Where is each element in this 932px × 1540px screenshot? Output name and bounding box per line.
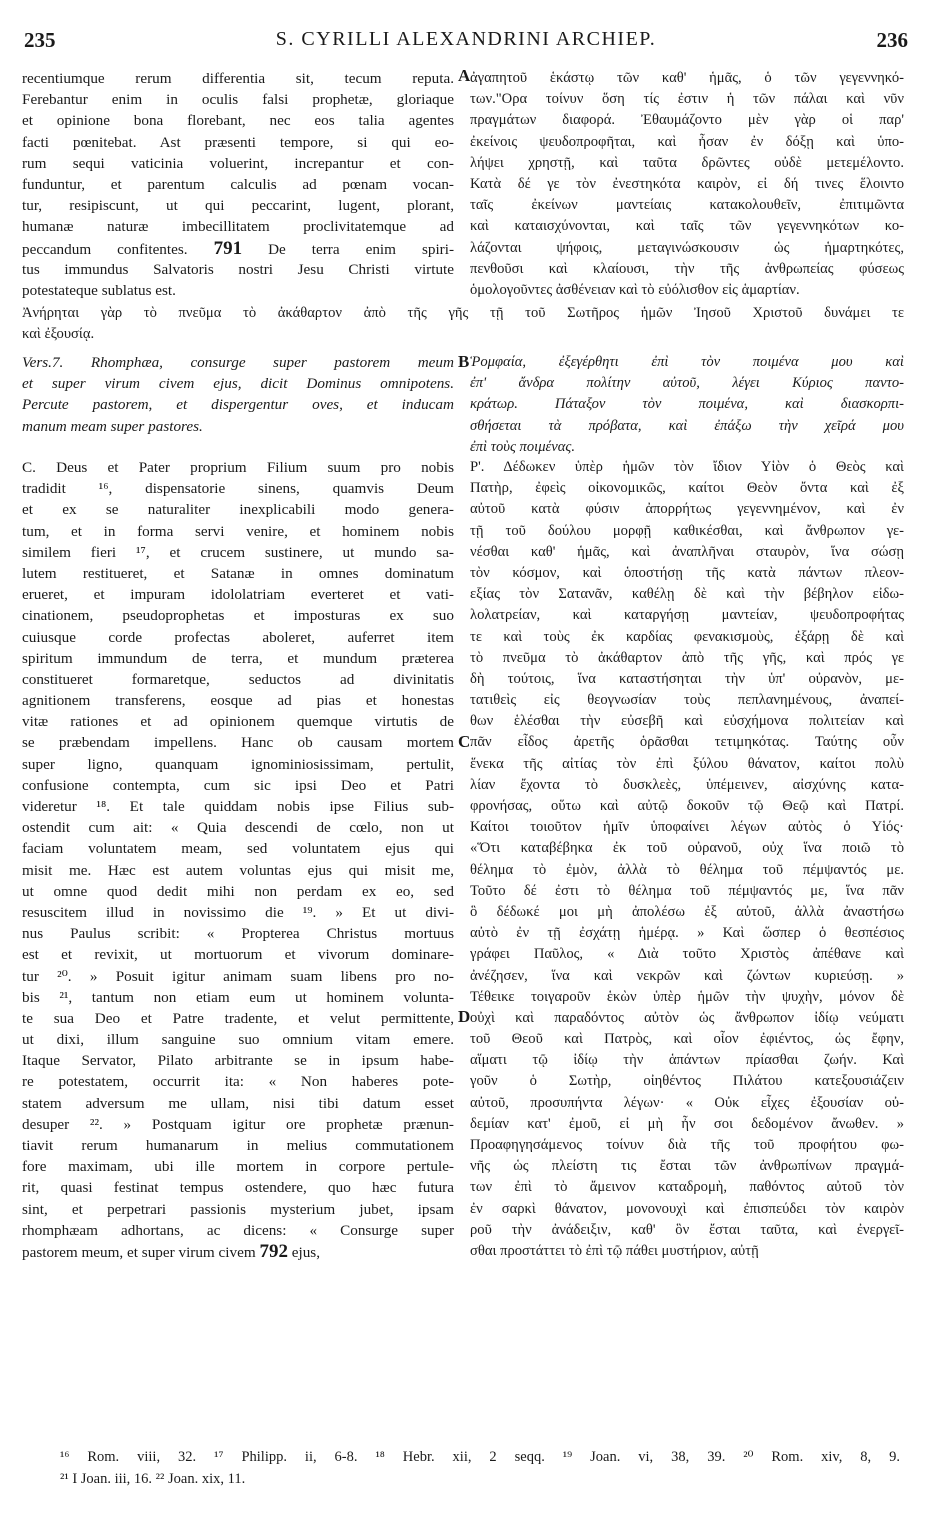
latin-column-section1: [22, 68, 454, 301]
text-line: vitæ rationes et ad opinionem quemque virtutis de: [22, 713, 454, 731]
text-line: καὶ ἐξουσίᾳ.: [22, 326, 95, 343]
text-line: Κατὰ δέ γε τὸν ἐνεστηκότα καιρὸν, εἰ δή τινες ἕλοιντο: [470, 175, 904, 192]
text-line: πενθοῦσι καὶ κλαίουσι, τὴν τῆς ἀνθρωπείας φύσεως: [470, 260, 904, 277]
text-line: αὐτοῦ, προσυπήντα λέγων· « Οὐκ εἶχες ἐξουσίαν οὐ-: [470, 1094, 904, 1111]
text-line: lutem restitueret, et Satanæ in omnes dominatum: [22, 564, 454, 582]
text-line: tum, et in forma servi venire, et hominem nobis: [22, 522, 454, 540]
text-line: desuper ²². » Postquam igitur ore prophetæ prænun-: [22, 1115, 454, 1133]
text-line: των ἐπὶ τὸ ἄμεινον καταδρομὴ, παθόντος αὐτοῦ τὸν: [470, 1179, 904, 1196]
greek-full-width: [22, 303, 904, 345]
text-line: et opinione bona florebant, nec eos talia agentes: [22, 112, 454, 130]
text-line: αἵματι τῷ ἰδίῳ τὴν ἁπάντων πρίασθαι ζωήν. Καὶ: [470, 1052, 904, 1069]
text-line: ἕνεκα τῆς αἰτίας τὸν ἐπὶ ξύλου θάνατον, καίτοι πολὺ: [470, 755, 904, 772]
margin-marker-d: D: [458, 1007, 471, 1026]
text-line: νῆς ὡς πλείστη τις ἔσται τῶν ἀνθρωπίνων πραγμά-: [470, 1158, 904, 1175]
text-line: αὐτοῦ κατὰ φύσιν ἀπορρήτως γεγεννημένον, καὶ ἐν: [470, 501, 904, 518]
text-line: τὸν κόσμον, καὶ ὁποστήσῃ τῆς κατὰ πάντων πλεον-: [470, 564, 904, 581]
text-line: constitueret formaretque, seductos ad divinitatis: [22, 670, 454, 688]
text-line: rit, quasi festinat tempus ostendere, quo hæc futura: [22, 1179, 454, 1197]
text-line: των."Ορα τοίνυν ὅση τίς ἐστιν ἡ τῶν πάλαι καὶ νῦν: [470, 91, 904, 108]
text-line: λήψει χρηστῇ, καὶ ταῦτα δρῶντες οὐδὲ μετεμέλοντο.: [470, 154, 904, 171]
text-line: ἐπὶ τοὺς ποιμένας.: [470, 438, 575, 455]
column-number: 792: [259, 1240, 288, 1262]
text-line: recentiumque rerum differentia sit, tecum reputa.: [22, 70, 454, 87]
text-line: super ligno, quanquam ignominiosissimam, pertulit,: [22, 755, 454, 773]
text-line: statem adversum me ullam, nisi tibi datum esset: [22, 1094, 454, 1112]
text-line: tradidit ¹⁶, dispensatorie sinens, quamvis Deum: [22, 480, 454, 498]
latin-column-section3: [22, 457, 454, 1262]
text-line: Ferebantur enim in oculis falsi prophetæ, gloriaque: [22, 91, 454, 109]
text-line: re potestatem, occurrit ita: « Non haberes pote-: [22, 1073, 454, 1091]
text-line: δὴ τούτοις, ἵνα καταστήσηται τὴν ὑπ' οὐρανὸν, με-: [470, 670, 904, 687]
text-line: Itaque Servator, Pilato arbitrante se in ipsum habe-: [22, 1052, 454, 1070]
running-title: S. CYRILLI ALEXANDRINI ARCHIEP.: [275, 28, 657, 50]
text-line: agnitionem transferens, eosque ad pias et honestas: [22, 692, 454, 710]
text-line: sint, et perpetrari passionis mysterium jubet, ipsam: [22, 1200, 454, 1218]
text-line: videretur ¹⁸. Et tale quiddam nobis ipse Filius sub-: [22, 798, 454, 815]
text-line: spiritum immundum de terra, et mundum præterea: [22, 649, 454, 667]
text-line: Τοῦτο δέ ἐστι τὸ θέλημα τοῦ πέμψαντός με, ἵνα πᾶν: [470, 882, 904, 899]
text-line: «Ὅτι καταβέβηκα ἐκ τοῦ οὐρανοῦ, οὐχ ἵνα ποιῶ τὸ: [470, 840, 904, 857]
text-line: ut dixi, illum sanguine suo omnium vitam emere.: [22, 1031, 454, 1049]
page-number-left: 235: [24, 28, 56, 52]
text-line: λάζονται ψήφοις, μεταγινώσκουσιν ὡς ἡμαρτηκότες,: [470, 239, 904, 256]
greek-column-section3: [470, 457, 904, 1262]
text-line: τῇ τοῦ δούλου μορφῇ καθικέσθαι, καὶ ἄνθρωπον γε-: [470, 522, 904, 539]
text-line: te sua Deo et Patre tradente, et velut permittente,: [22, 1009, 454, 1027]
text-line: rhomphæam adhortans, ac dicens: « Consurge super: [22, 1221, 454, 1239]
text-line: πᾶν εἶδος ἀρετῆς ὁρᾶσθαι τετιμηκότας. Ταύτης οὖν: [470, 734, 904, 751]
text-line: θων ἑλέσθαι τὴν εὐσεβῆ καὶ εὐσχήμονα πολιτείαν καὶ: [470, 713, 904, 730]
text-line: ὁμολογοῦντες ἀσθένειαν καὶ τὸ εὐόλισθον εἰς ἁμαρτίαν.: [470, 281, 800, 298]
text-line: λίαν ἔχοντα τὸ δυσκλεὲς, ὑπέμεινεν, αἰσχύνης κατα-: [470, 776, 904, 793]
text-line: bis ²¹, tantum non etiam eum ut hominem volunta-: [22, 988, 454, 1006]
text-line: εξίας τὸν Σατανᾶν, καθέλῃ δὲ καὶ τὴν βέβηλον εἰδω-: [470, 586, 904, 603]
text-line: ταῖς ἐκείνων μαντείαις κατακολουθεῖν, ἐπιτιμῶντα: [470, 197, 904, 214]
text-line: αὐτὸ ἐν τῇ ἐσχάτῃ ἡμέρᾳ. » Καὶ ὥσπερ ὁ θεσπέσιος: [470, 925, 904, 942]
page-header: [18, 28, 914, 58]
text-line: similem fieri ¹⁷, et crucem sustinere, ut mundo sa-: [22, 543, 454, 561]
text-line: Καίτοι τοιοῦτον ἡμῖν ὑποφαίνει λέγων αὐτὸς ὁ Υἱός·: [470, 819, 904, 836]
footnote-line: ¹⁶ Rom. viii, 32. ¹⁷ Philipp. ii, 6-8. ¹⁸ Hebr. xii, 2 seqq. ¹⁹ Joan. vi, 38, 39. ²⁰ Rom. xiv, 8, 9.: [60, 1449, 900, 1465]
text-line: Πατὴρ, ἐφεὶς οἰκονομικῶς, καίτοι Θεὸν ὄντα καὶ ἐξ: [470, 480, 904, 497]
text-line: manum meam super pastores.: [22, 417, 203, 435]
text-line: se præbendam impellens. Hanc ob causam mortem: [22, 734, 454, 752]
text-line: tur, resipiscunt, ut qui peccarint, lugent, plorant,: [22, 197, 454, 215]
text-line: tiavit rerum humanarum in melius commutationem: [22, 1137, 454, 1154]
text-line: fore maximam, ubi ille mortem in corpore pertule-: [22, 1158, 454, 1176]
text-line: ἀγαπητοῦ ἑκάστῳ τῶν καθ' ἡμᾶς, ὁ τῶν γεγεννηκό-: [470, 70, 904, 86]
text-line: Ῥομφαία, ἐξεγέρθητι ἐπὶ τὸν ποιμένα μου καὶ: [470, 354, 904, 370]
text-line: δεμίαν κατ' ἐμοῦ, εἰ μὴ ἦν σοι δεδομένον ἄνωθεν. »: [470, 1115, 904, 1132]
text-line: νέσθαι καθ' ἡμᾶς, καὶ ἀναπλῆναι σταυρὸν, ἵνα σώσῃ: [470, 543, 904, 560]
text-line: τατιθεὶς εἰς θεογνωσίαν τοὺς πεπλανημένους, ἀναπεί-: [470, 692, 904, 709]
text-line: σθαι προστάττει τὸ ἐπὶ τῷ πάθει μυστήριον, αὐτῇ: [470, 1242, 759, 1259]
text-line: rum sequi vaticinia voluerint, increpantur et con-: [22, 154, 454, 172]
text-line: θέλημα τὸ ἐμὸν, ἀλλὰ τὸ θέλημα τοῦ πέμψαντός με.: [470, 861, 904, 878]
text-line: ἀνέζησεν, ἵνα καὶ νεκρῶν καὶ ζώντων κυριεύσῃ. »: [470, 967, 904, 984]
latin-column-section2: [22, 352, 454, 437]
text-line: κράτωρ. Πάταξον τὸν ποιμένα, καὶ διασκορπι-: [470, 396, 904, 413]
text-line: facti pœnitebat. Ast præsenti tempore, si qui eo-: [22, 133, 454, 151]
text-line: cinationem, pseudoprophetas et imposturas ex suo: [22, 607, 454, 625]
text-line: funduntur, et parentum calculis ad pœnam vocan-: [22, 175, 454, 193]
text-line: cuiusque corde profectas aboleret, auferret item: [22, 628, 454, 646]
text-line: Percute pastorem, et dispergentur oves, et inducam: [22, 396, 454, 414]
text-line: ἐν σαρκὶ θάνατον, μονονουχὶ καὶ ἐπισπεύδει τὸν καιρὸν: [470, 1200, 904, 1217]
text-line: πραγμάτων διαφορά. Ἐθαυμάζοντο μὲν γὰρ οἱ παρ': [470, 112, 904, 129]
text-line: est et revixit, ut mortuorum et vivorum dominare-: [22, 946, 454, 964]
greek-column-section2: [470, 352, 904, 458]
text-line: οὐχὶ καὶ παραδόντος αὐτὸν ὡς ἄνθρωπον ἰδίῳ νεύματι: [470, 1009, 904, 1026]
column-number: 791: [213, 237, 243, 259]
text-line: σθήσεται τὰ πρόβατα, καὶ ἐπάξω τὴν χεῖρά μου: [470, 417, 904, 434]
text-line: Ἀνήρηται γὰρ τὸ πνεῦμα τὸ ἀκάθαρτον ἀπὸ τῆς γῆς τῇ τοῦ Σωτῆρος ἡμῶν Ἰησοῦ Χριστοῦ δυνάμει τε: [22, 305, 904, 321]
text-line: ὃ δέδωκέ μοι μὴ ἀπολέσω ἐξ αὐτοῦ, ἀλλὰ ἀναστήσω: [470, 903, 904, 920]
text-line: ροῦ τὴν ἀνάδειξιν, καθ' ὃν ἔσται ταῦτα, καὶ ἐνεργεῖ-: [470, 1221, 904, 1238]
text-line: καὶ καταισχύνονται, καὶ ταῖς τῶν γεγεννηκότων κο-: [470, 218, 904, 235]
text-line: ἐκείνοις ψευδοπροφῆται, καὶ ἦσαν ἐν δόξῃ καὶ ὑπο-: [470, 133, 904, 150]
text-line: λολατρείαν, καὶ καταργήσῃ μαντείαν, ψευδοπροφήτας: [470, 607, 904, 624]
footnotes: [60, 1446, 900, 1490]
text-line: ἐπ' ἄνδρα πολίτην αὐτοῦ, λέγει Κύριος παντο-: [470, 375, 904, 392]
greek-column-section1: [470, 68, 904, 301]
footnote-line: ²¹ I Joan. iii, 16. ²² Joan. xix, 11.: [60, 1471, 246, 1487]
text-line: resuscitem illud in novissimo die ¹⁹. » Et ut divi-: [22, 903, 454, 921]
text-line: Προαφηγησάμενος τοίνυν διὰ τῆς τοῦ προφήτου φω-: [470, 1137, 904, 1153]
text-line: pastorem meum, et super virum civem 792 ejus,: [22, 1240, 321, 1262]
text-line: tur ²⁰. » Posuit igitur animam suam libens pro no-: [22, 967, 454, 985]
text-line: et super virum civem ejus, dicit Dominus omnipotens.: [22, 375, 454, 393]
text-line: et ex se naturaliter inexplicabili modo genera-: [22, 501, 454, 519]
margin-marker-b: B: [458, 352, 470, 371]
text-line: τε καὶ τοὺς ἐκ καρδίας φενακισμοὺς, ἐξάρῃ δὲ καὶ: [470, 628, 904, 645]
text-line: φρονήσας, οὕτω καὶ αὐτῷ δοκοῦν τῷ Θεῷ καὶ Πατρί.: [470, 798, 904, 814]
text-line: γράφει Παῦλος, « Διὰ τοῦτο Χριστὸς ἀπέθανε καὶ: [470, 946, 904, 963]
text-line: humanæ naturæ imbecillitatem proclivitatemque ad: [22, 218, 454, 236]
text-line: Ρ'. Δέδωκεν ὑπὲρ ἡμῶν τὸν ἴδιον Υἱὸν ὁ Θεὸς καὶ: [470, 459, 904, 475]
text-line: Τέθεικε τοιγαροῦν ἑκὼν ὑπὲρ ἡμῶν τὴν ψυχὴν, μόνον δὲ: [470, 988, 904, 1005]
page-number-right: 236: [876, 28, 908, 52]
text-line: nus Paulus scribit: « Propterea Christus mortuus: [22, 925, 454, 943]
text-line: τοῦ Θεοῦ καὶ Πατρὸς, καὶ οἷον ἐφιέντος, ὡς ἔφην,: [470, 1031, 904, 1048]
text-line: misit me. Hæc est autem voluntas ejus qui misit me,: [22, 861, 454, 879]
text-line: tus immundus Salvatoris nostri Jesu Christi virtute: [22, 260, 454, 278]
text-line: confusione contempta, cum sic ipsi Deo et Patri: [22, 776, 454, 794]
text-line: τὸ πνεῦμα τὸ ἀκάθαρτον ἀπὸ τῆς γῆς, καὶ πρός γε: [470, 649, 904, 666]
margin-marker-a: A: [458, 66, 471, 85]
text-line: erueret, et impuram idololatriam everteret et vati-: [22, 586, 454, 604]
text-line: γοῦν ὁ Σωτὴρ, οἰηθέντος Πιλάτου κατεξουσιάζειν: [470, 1073, 904, 1090]
text-line: potestateque sublatus est.: [22, 281, 176, 299]
text-line: C. Deus et Pater proprium Filium suum pro nobis: [22, 459, 454, 476]
text-line: ostendit cum ait: « Quia descendi de cœlo, non ut: [22, 819, 454, 837]
text-line: Vers.7. Rhomphæa, consurge super pastorem meum: [22, 354, 454, 371]
text-line: ut omne quod dedit mihi non perdam ex eo, sed: [22, 882, 454, 900]
margin-marker-c: C: [458, 732, 471, 751]
text-line: faciam voluntatem meam, sed voluntatem ejus qui: [22, 840, 454, 858]
text-line: peccandum confitentes. 791 De terra enim spiri-: [22, 237, 454, 259]
